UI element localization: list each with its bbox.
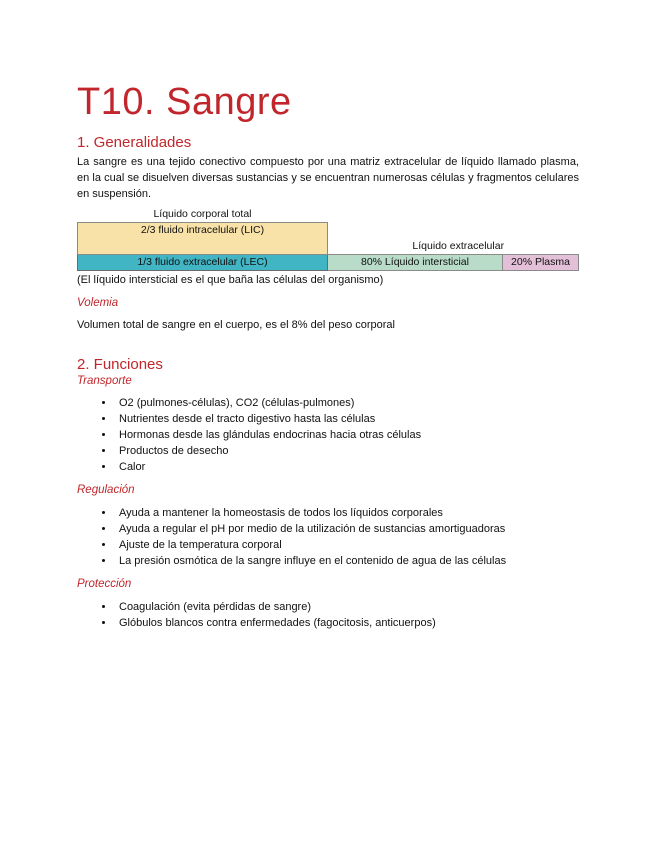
intro-paragraph: La sangre es una tejido conectivo compuesto por una matriz extracelular de líquido llamado plasma, en la cual se disuelven diversas sustancias y se encuentran numerosas células y fragmentos celulares en suspensión. <box>77 156 579 200</box>
subheading-transporte: Transporte <box>77 375 132 387</box>
section-heading-generalidades: 1. Generalidades <box>77 134 192 151</box>
list-item: • Productos de desecho <box>115 443 579 459</box>
page-title: T10. Sangre <box>77 81 292 123</box>
lic-cell: 2/3 fluido intracelular (LIC) <box>78 223 328 255</box>
list-item: • Glóbulos blancos contra enfermedades (fagocitosis, anticuerpos) <box>115 615 579 631</box>
list-item: • Ayuda a mantener la homeostasis de todos los líquidos corporales <box>115 505 579 521</box>
lec-cell: 1/3 fluido extracelular (LEC) <box>78 255 328 271</box>
subheading-regulacion: Regulación <box>77 484 135 496</box>
list-item: • Nutrientes desde el tracto digestivo hasta las células <box>115 411 579 427</box>
extracellular-label: Líquido extracelular <box>412 240 505 252</box>
list-item: • O2 (pulmones-células), CO2 (células-pulmones) <box>115 395 579 411</box>
list-item: • Calor <box>115 459 579 475</box>
interstitial-note: (El líquido intersticial es el que baña las células del organismo) <box>77 274 384 286</box>
list-item: • Ajuste de la temperatura corporal <box>115 537 579 553</box>
total-fluid-label: Líquido corporal total <box>153 208 252 220</box>
regulacion-list <box>77 505 579 569</box>
interstitial-cell: 80% Líquido intersticial <box>328 255 503 271</box>
document-page <box>77 80 579 631</box>
list-item: • Ayuda a regular el pH por medio de la utilización de sustancias amortiguadoras <box>115 521 579 537</box>
list-item: • La presión osmótica de la sangre influye en el contenido de agua de las células <box>115 553 579 569</box>
subheading-proteccion: Protección <box>77 578 132 590</box>
section-heading-funciones: 2. Funciones <box>77 356 163 373</box>
body-fluid-diagram <box>77 207 579 271</box>
list-item: • Hormonas desde las glándulas endocrinas hacia otras células <box>115 427 579 443</box>
proteccion-list <box>77 599 579 631</box>
volemia-text: Volumen total de sangre en el cuerpo, es el 8% del peso corporal <box>77 319 395 331</box>
plasma-cell: 20% Plasma <box>503 255 579 271</box>
subheading-volemia: Volemia <box>77 297 119 309</box>
list-item: • Coagulación (evita pérdidas de sangre) <box>115 599 579 615</box>
transporte-list <box>77 395 579 475</box>
